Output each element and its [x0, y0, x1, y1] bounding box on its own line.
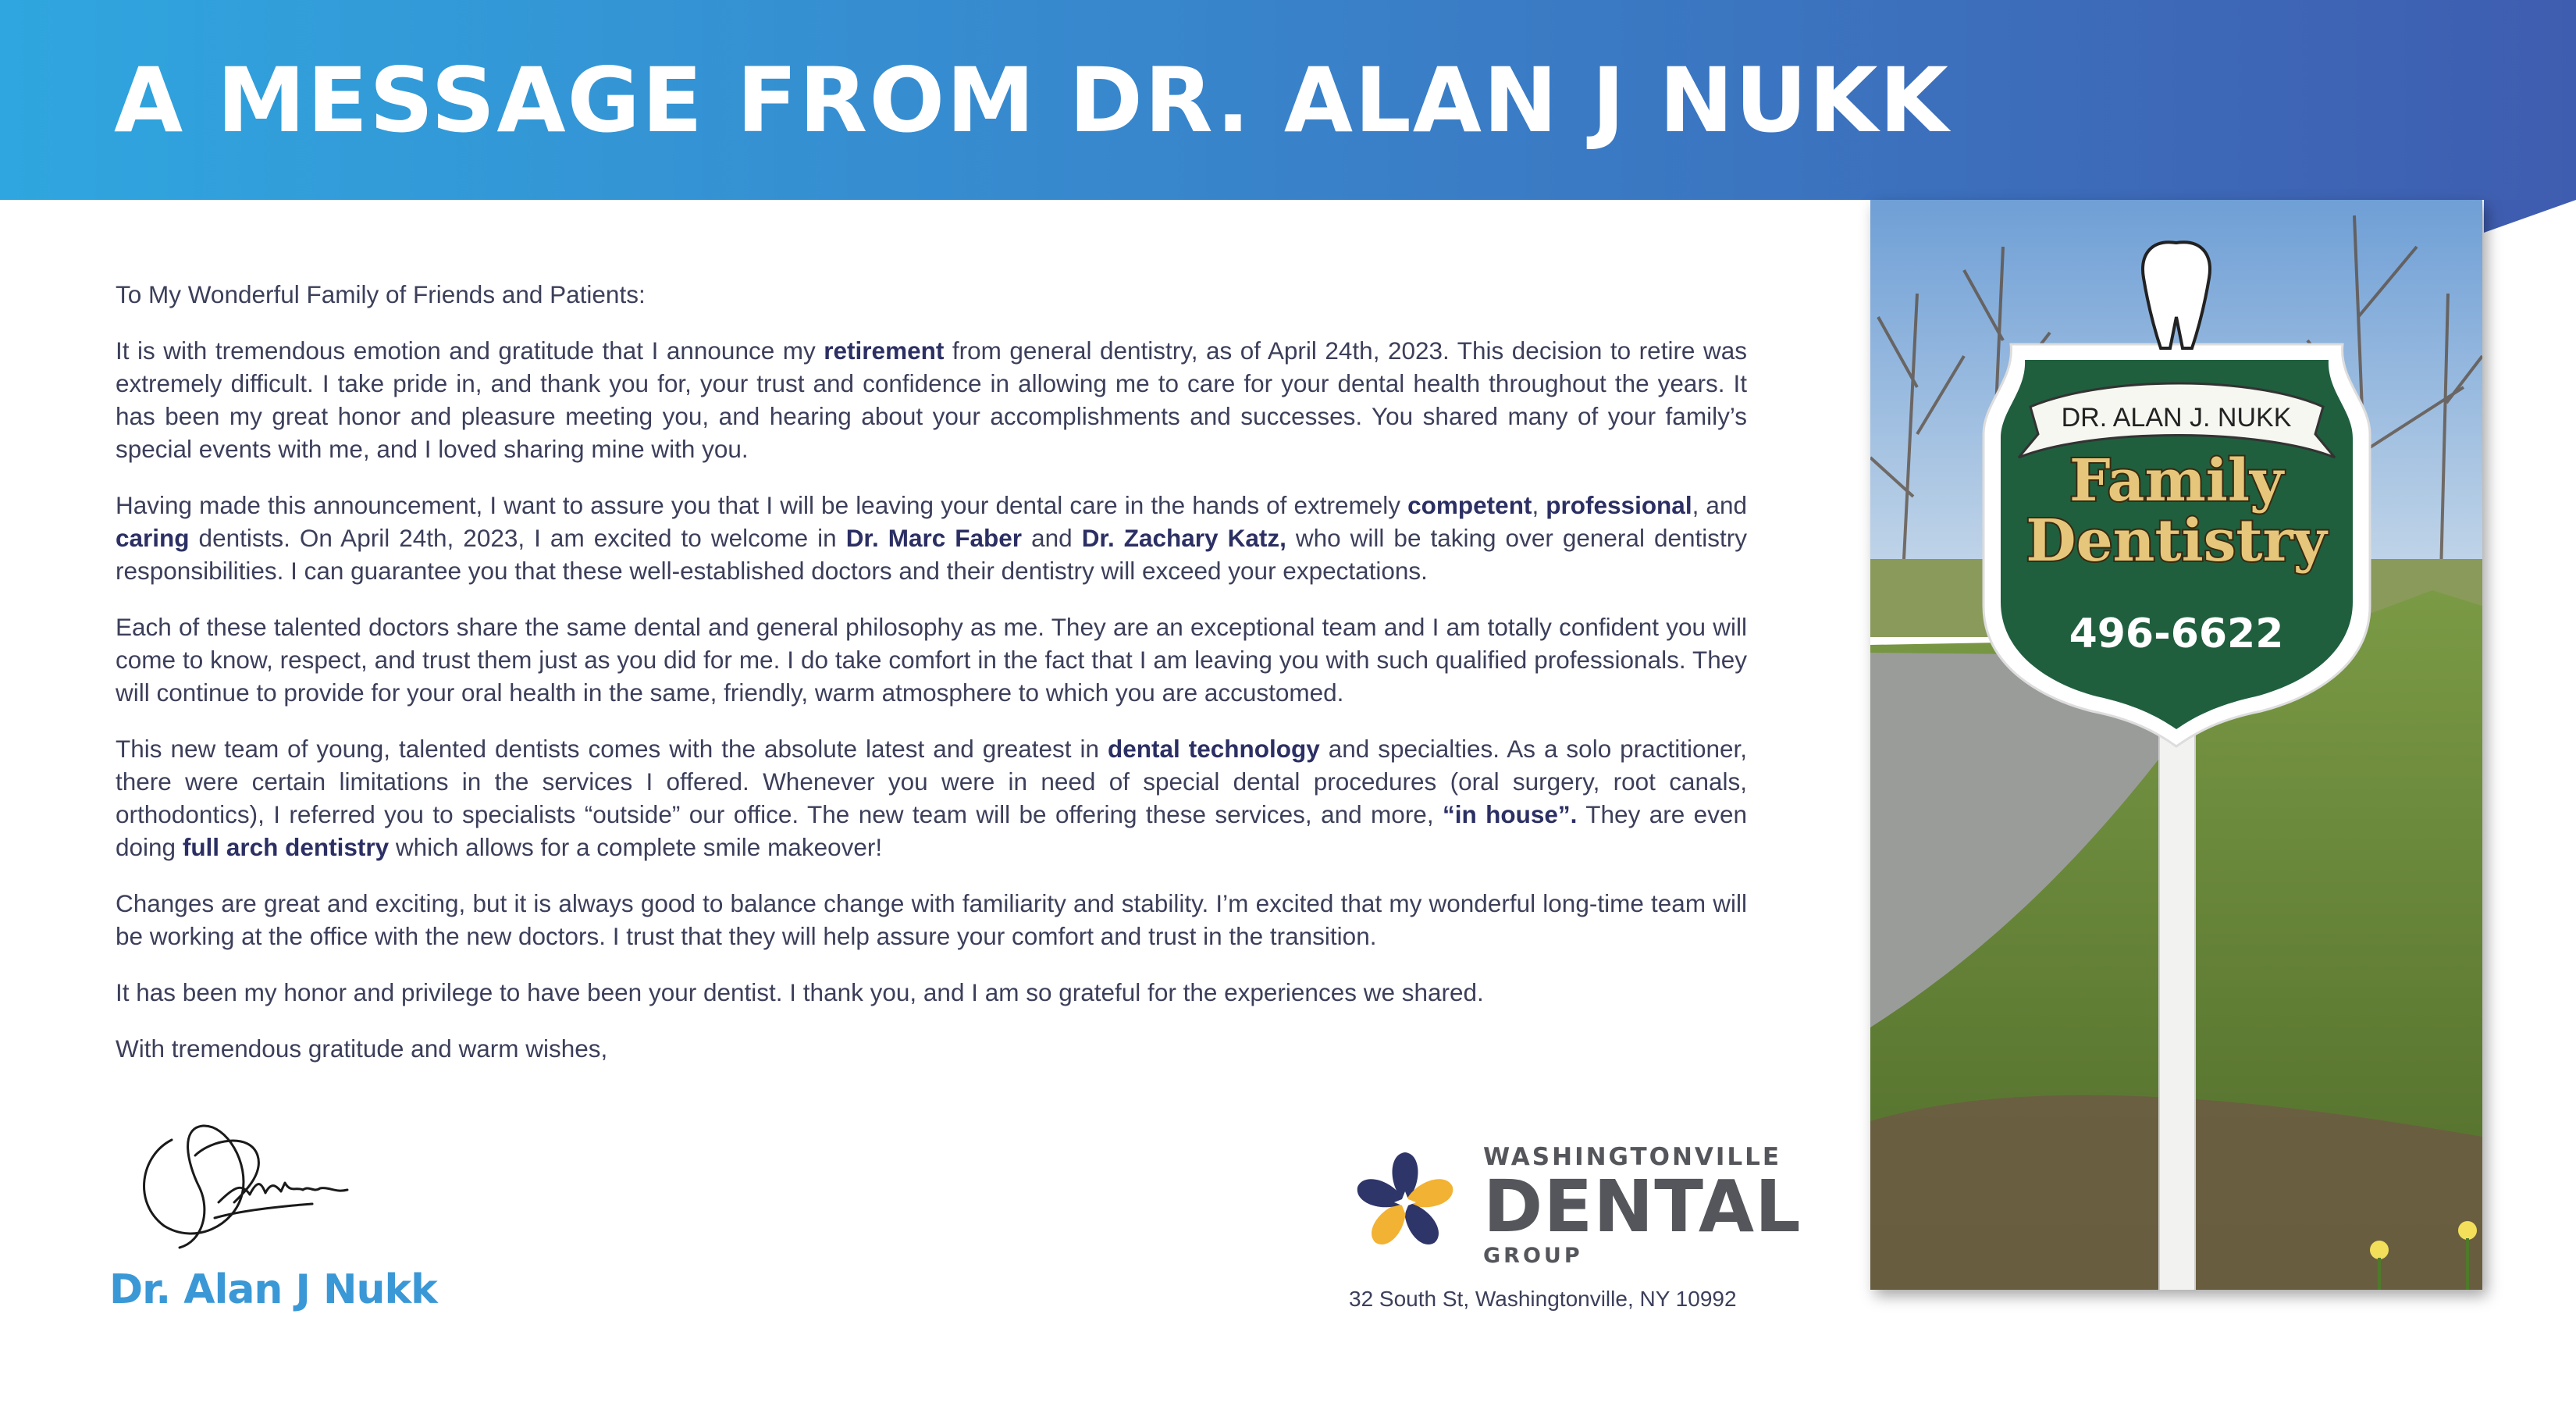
emphasis-dr-faber: Dr. Marc Faber	[845, 524, 1023, 552]
emphasis-dr-katz: Dr. Zachary Katz,	[1081, 524, 1286, 552]
corner-fold-decoration	[2484, 200, 2576, 233]
sign-photo-illustration	[1870, 200, 2482, 1290]
office-address: 32 South St, Washingtonville, NY 10992	[1349, 1287, 1737, 1311]
emphasis-retirement: retirement	[824, 336, 945, 365]
letter-body	[116, 278, 1747, 1088]
logo-line-washingtonville: WASHINGTONVILLE	[1483, 1143, 1782, 1171]
emphasis-caring: caring	[116, 524, 190, 552]
emphasis-dental-technology: dental technology	[1108, 735, 1320, 763]
handwritten-signature	[125, 1109, 406, 1265]
text-segment: dentists. On April 24th, 2023, I am excited to welcome in	[189, 524, 846, 552]
text-segment: and specialties. As a solo practitioner, there were certain limitations in the services I offered. Whenever you were in need of special dental procedures (oral surgery, root canals, orthodontics), I referred you to specialists “outside” our office. The new team will be offering these services, and more,	[116, 735, 1747, 828]
sign-line-family: Family	[2069, 447, 2283, 515]
page-title: A MESSAGE FROM DR. ALAN J NUKK	[114, 48, 1950, 152]
text-segment: They are even doing	[116, 800, 1747, 861]
text-segment: and	[1022, 524, 1082, 552]
text-segment: who will be taking over general dentistry responsibilities. I can guarantee you that these well-established doctors and their dentistry will exceed your expectations.	[116, 524, 1748, 585]
text-segment: from general dentistry, as of April 24th, 2023. This decision to retire was extremely difficult. I take pride in, and thank you for, your trust and confidence in allowing me to care for your dental health throughout the years. It has been my great honor and pleasure meeting you, and hearing about your accomplishments and successes. You shared many of your family’s special events with me, and I loved sharing mine with you.	[116, 336, 1747, 463]
office-sign-photo	[1870, 200, 2482, 1290]
signer-name: Dr. Alan J Nukk	[109, 1266, 437, 1313]
paragraph-6: It has been my honor and privilege to have been your dentist. I thank you, and I am so grateful for the experiences we shared.	[116, 978, 1484, 1006]
text-segment: Having made this announcement, I want to assure you that I will be leaving your dental care in the hands of extremely	[116, 491, 1408, 519]
text-segment: It is with tremendous emotion and gratitude that I announce my	[116, 336, 824, 365]
text-segment: ,	[1532, 491, 1546, 519]
header-banner	[0, 0, 2576, 200]
sign-post	[2159, 700, 2195, 1290]
text-segment: which allows for a complete smile makeover!	[389, 833, 883, 861]
sign-line-dentistry: Dentistry	[2026, 507, 2327, 575]
emphasis-in-house: “in house”.	[1443, 800, 1578, 828]
paragraph-1	[116, 334, 1747, 465]
salutation: To My Wonderful Family of Friends and Patients:	[116, 280, 646, 308]
paragraph-4	[116, 732, 1747, 863]
logo-line-dental: DENTAL	[1483, 1165, 1802, 1248]
sign-banner-text: DR. ALAN J. NUKK	[2061, 403, 2292, 433]
dental-group-wordmark	[1483, 1143, 1802, 1269]
emphasis-competent: competent	[1407, 491, 1532, 519]
emphasis-professional: professional	[1546, 491, 1692, 519]
sign-phone-number: 496-6622	[2069, 611, 2284, 657]
emphasis-full-arch: full arch dentistry	[182, 833, 390, 861]
paragraph-2	[116, 489, 1747, 587]
dental-group-logo-icon	[1350, 1148, 1460, 1257]
text-segment: , and	[1692, 491, 1747, 519]
closing-line: With tremendous gratitude and warm wishes,	[116, 1034, 608, 1063]
paragraph-3: Each of these talented doctors share the same dental and general philosophy as me. They are an exceptional team and I am totally confident you will come to know, respect, and trust them just as you did for me. I do take comfort in the fact that I am leaving you with such qualified professionals. They will continue to provide for your oral health in the same, friendly, warm atmosphere to which you are accustomed.	[116, 613, 1747, 707]
text-segment: This new team of young, talented dentists comes with the absolute latest and greatest in	[116, 735, 1108, 763]
logo-line-group: GROUP	[1483, 1244, 1583, 1268]
paragraph-5: Changes are great and exciting, but it is always good to balance change with familiarity and stability. I’m excited that my wonderful long-time team will be working at the office with the new doctors. I trust that they will help assure your comfort and trust in the transition.	[116, 889, 1747, 950]
